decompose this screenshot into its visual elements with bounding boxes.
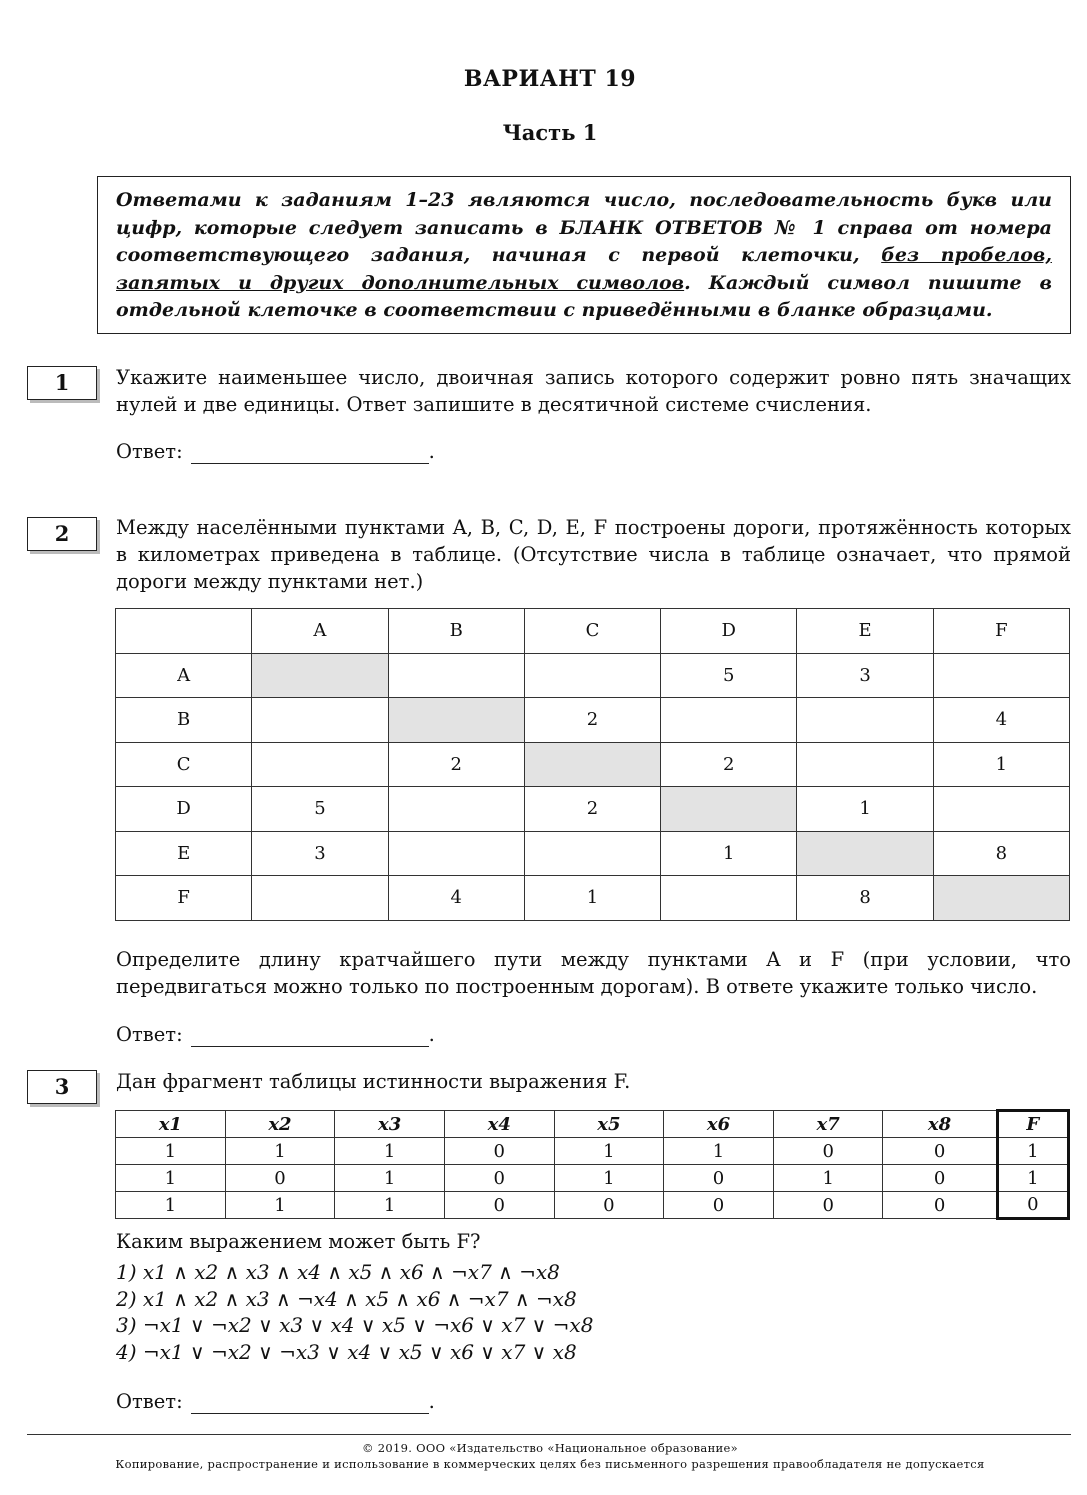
footer-divider — [27, 1434, 1071, 1435]
table-header-cell: x5 — [554, 1111, 664, 1138]
table-cell: 0 — [225, 1165, 335, 1192]
table-cell: 0 — [883, 1165, 997, 1192]
answer-label: Ответ: — [116, 1390, 183, 1413]
table-cell: 4 — [933, 698, 1069, 743]
table-cell: 1 — [797, 787, 933, 832]
table-cell — [388, 831, 524, 876]
table-header-cell: A — [252, 609, 388, 654]
table-cell: 2 — [388, 742, 524, 787]
table-cell — [388, 787, 524, 832]
part-title: Часть 1 — [502, 120, 598, 145]
table-cell — [933, 787, 1069, 832]
table-cell: 1 — [997, 1165, 1068, 1192]
table-cell: 0 — [997, 1192, 1068, 1219]
table-header-cell: E — [797, 609, 933, 654]
table-cell: 0 — [554, 1192, 664, 1219]
table-cell: 0 — [444, 1138, 554, 1165]
task1-answer — [116, 440, 435, 464]
task-number-3: 3 — [27, 1070, 97, 1104]
table-header-cell: D — [661, 609, 797, 654]
answer-dot: . — [428, 440, 435, 463]
task-number-2: 2 — [27, 517, 97, 551]
table-cell — [797, 831, 933, 876]
task2-text: Между населёнными пунктами A, B, C, D, E, F построены дороги, протяжённость которых в километрах приведена в таблице. (Отсутствие числа в таблице означает, что прямой дороги между пунктами нет.) — [116, 516, 1071, 593]
table-cell: 1 — [524, 876, 660, 921]
table-cell: 1 — [661, 831, 797, 876]
table-cell: 1 — [997, 1138, 1068, 1165]
table-cell — [524, 831, 660, 876]
table-header-cell: x7 — [773, 1111, 883, 1138]
table-row — [116, 742, 1070, 787]
table-cell: 1 — [116, 1138, 226, 1165]
table-cell: 2 — [524, 787, 660, 832]
answer-field[interactable] — [191, 444, 429, 464]
task2-question: Определите длину кратчайшего пути между пунктами A и F (при условии, что передвигаться можно только по построенным дорогам). В ответе укажите только число. — [116, 948, 1071, 998]
table-cell — [933, 653, 1069, 698]
instructions-text: Ответами к заданиям 1–23 являются число, последовательность букв или цифр, которые следует записать в БЛАНК ОТВЕТОВ № 1 справа от номера соответствующего задания, начиная с первой клеточки, — [116, 189, 1052, 266]
answer-label: Ответ: — [116, 440, 183, 463]
table-cell: 2 — [661, 742, 797, 787]
table-cell: F — [116, 876, 252, 921]
table-header-cell: x4 — [444, 1111, 554, 1138]
footer-copyright: © 2019. ООО «Издательство «Национальное образование» — [362, 1441, 738, 1455]
answer-label: Ответ: — [116, 1023, 183, 1046]
answer-dot: . — [428, 1023, 435, 1046]
table-row — [116, 1138, 1069, 1165]
instructions-box — [97, 176, 1071, 334]
table-row — [116, 787, 1070, 832]
table-cell: 1 — [335, 1192, 445, 1219]
table-cell: 1 — [335, 1165, 445, 1192]
task3-options — [116, 1259, 593, 1365]
table-cell: 1 — [225, 1192, 335, 1219]
table-header-cell — [116, 609, 252, 654]
table-cell: 0 — [664, 1165, 774, 1192]
table-cell: 0 — [444, 1165, 554, 1192]
table-cell: A — [116, 653, 252, 698]
table-cell — [252, 698, 388, 743]
table-cell: 1 — [554, 1138, 664, 1165]
table-cell: D — [116, 787, 252, 832]
table-row — [116, 1165, 1069, 1192]
table-cell: 0 — [773, 1138, 883, 1165]
task3-text: Дан фрагмент таблицы истинности выражения F. — [116, 1070, 631, 1093]
table-cell: 1 — [335, 1138, 445, 1165]
table-cell: 0 — [444, 1192, 554, 1219]
table-header-cell: F — [933, 609, 1069, 654]
table-cell: 4 — [388, 876, 524, 921]
table-cell — [933, 876, 1069, 921]
table-cell: 8 — [797, 876, 933, 921]
table-cell — [388, 653, 524, 698]
task-number-1: 1 — [27, 366, 97, 400]
table-header-cell: x6 — [664, 1111, 774, 1138]
table-cell: 5 — [661, 653, 797, 698]
footer-note: Копирование, распространение и использование в коммерческих целях без письменного разрешения правообладателя не допускается — [115, 1457, 985, 1471]
table-cell — [797, 742, 933, 787]
table-header-cell: F — [997, 1111, 1068, 1138]
table-cell: 8 — [933, 831, 1069, 876]
table-row — [116, 1192, 1069, 1219]
table-cell: 2 — [524, 698, 660, 743]
table-row — [116, 653, 1070, 698]
table-header-cell: B — [388, 609, 524, 654]
table-cell: 0 — [773, 1192, 883, 1219]
table-row — [116, 698, 1070, 743]
table-header-cell: x1 — [116, 1111, 226, 1138]
table-header-cell: x3 — [335, 1111, 445, 1138]
table-header-cell: x8 — [883, 1111, 997, 1138]
table-cell — [388, 698, 524, 743]
table-header-row — [116, 609, 1070, 654]
instructions-underlined: без пробелов, запятых и других дополнительных символов — [116, 244, 1052, 294]
truth-table — [115, 1109, 1070, 1220]
table-cell: 0 — [883, 1138, 997, 1165]
option-2: 2) x1 ∧ x2 ∧ x3 ∧ ¬x4 ∧ x5 ∧ x6 ∧ ¬x7 ∧ ¬x8 — [116, 1286, 577, 1311]
table-cell: 1 — [933, 742, 1069, 787]
table-cell: 0 — [883, 1192, 997, 1219]
table-cell: 1 — [773, 1165, 883, 1192]
table-cell — [661, 698, 797, 743]
task3-question: Каким выражением может быть F? — [116, 1230, 481, 1253]
table-cell: 1 — [116, 1192, 226, 1219]
table-header-row — [116, 1111, 1069, 1138]
distance-table — [115, 608, 1070, 921]
instructions-text-end: . Каждый символ пишите в отдельной клеточке в соответствии с приведёнными в бланке образцами. — [116, 271, 1052, 321]
option-3: 3) ¬x1 ∨ ¬x2 ∨ x3 ∨ x4 ∨ x5 ∨ ¬x6 ∨ x7 ∨ ¬x8 — [116, 1313, 594, 1337]
table-cell — [661, 876, 797, 921]
table-cell: C — [116, 742, 252, 787]
table-row — [116, 876, 1070, 921]
table-cell — [524, 742, 660, 787]
answer-field[interactable] — [191, 1027, 429, 1047]
table-cell — [252, 742, 388, 787]
task3-answer — [116, 1390, 435, 1414]
option-1: 1) x1 ∧ x2 ∧ x3 ∧ x4 ∧ x5 ∧ x6 ∧ ¬x7 ∧ ¬x8 — [116, 1260, 560, 1284]
table-header-cell: C — [524, 609, 660, 654]
answer-field[interactable] — [191, 1394, 429, 1414]
answer-dot: . — [428, 1390, 435, 1413]
table-cell — [252, 876, 388, 921]
table-cell: 1 — [554, 1165, 664, 1192]
table-cell: 1 — [664, 1138, 774, 1165]
table-cell — [524, 653, 660, 698]
task2-answer — [116, 1023, 435, 1047]
table-cell: E — [116, 831, 252, 876]
table-cell: 3 — [252, 831, 388, 876]
task1-text: Укажите наименьшее число, двоичная запись которого содержит ровно пять значащих нулей и две единицы. Ответ запишите в десятичной системе счисления. — [116, 366, 1071, 416]
table-cell — [252, 653, 388, 698]
variant-title: ВАРИАНТ 19 — [463, 66, 637, 92]
table-cell — [661, 787, 797, 832]
table-cell: 5 — [252, 787, 388, 832]
table-cell: 0 — [664, 1192, 774, 1219]
table-cell — [797, 698, 933, 743]
table-row — [116, 831, 1070, 876]
table-cell: 1 — [225, 1138, 335, 1165]
option-4: 4) ¬x1 ∨ ¬x2 ∨ ¬x3 ∨ x4 ∨ x5 ∨ x6 ∨ x7 ∨ x8 — [116, 1339, 577, 1364]
table-cell: 3 — [797, 653, 933, 698]
table-cell: 1 — [116, 1165, 226, 1192]
table-header-cell: x2 — [225, 1111, 335, 1138]
table-cell: B — [116, 698, 252, 743]
